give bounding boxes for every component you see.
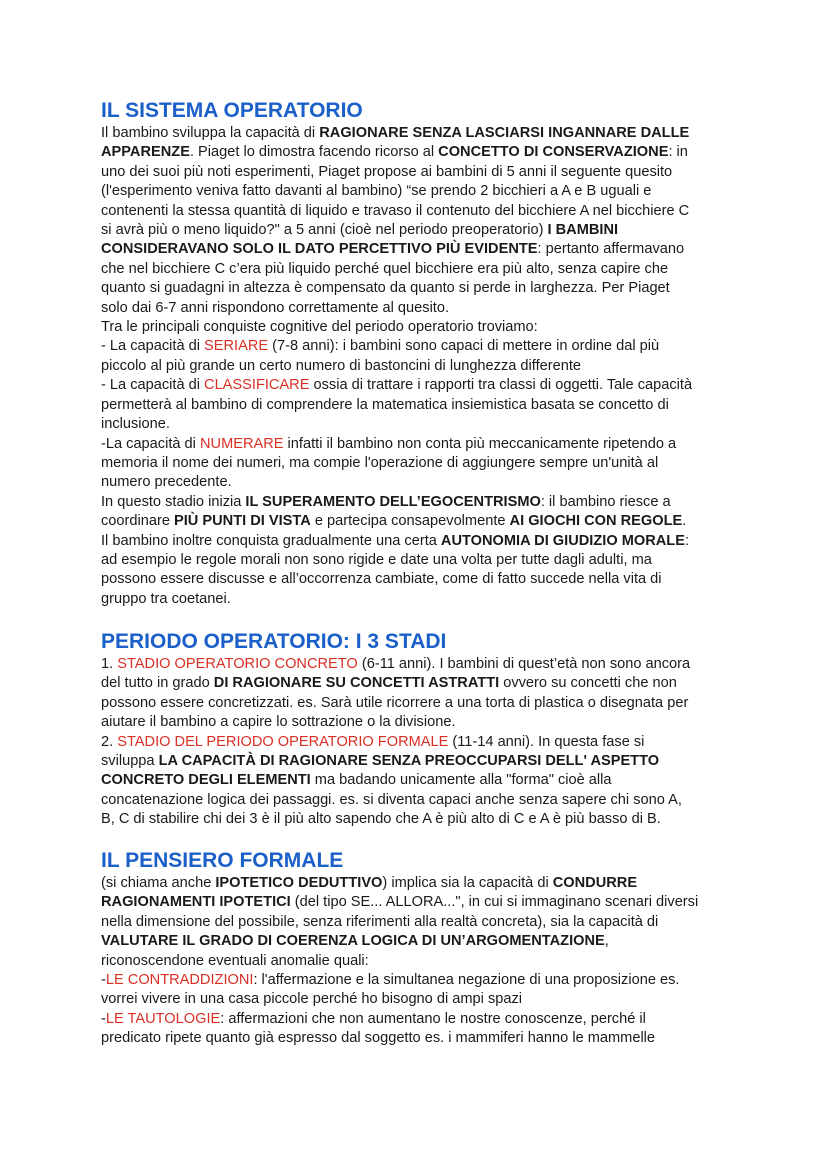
text-run: Il bambino inoltre conquista gradualmente una certa [101,532,441,549]
text-line [101,357,741,376]
text-run: ad esempio le regole morali non sono rigide e date una volta per tutte dagli adulti, ma [101,551,652,568]
section-body [101,124,741,609]
highlight-text: LE TAUTOLOGIE [105,1010,221,1027]
text-line [101,771,741,790]
text-run: quanto si guadagni in altezza è compensato da quanto si perde in larghezza. Per Piaget [101,280,670,297]
highlight-text: STADIO DEL PERIODO OPERATORIO FORMALE [117,733,449,750]
text-run: Tra le principali conquiste cognitive del periodo operatorio troviamo: [101,319,538,336]
bold-text: RAGIONAMENTI IPOTETICI [101,894,291,911]
text-run: (si chiama anche [101,875,216,891]
section-title: PERIODO OPERATORIO: I 3 STADI [101,630,447,653]
text-run: solo dai 6-7 anni rispondono correttamente al quesito. [101,299,450,316]
text-line [101,551,741,570]
highlight-text: STADIO OPERATORIO CONCRETO [117,656,358,672]
text-line [101,454,741,473]
text-run: memoria il nome dei numeri, ma compie l'operazione di aggiungere sempre un'unità al [101,454,659,471]
text-run: ossia di trattare i rapporti tra classi di oggetti. Tale capacità [309,377,693,394]
bold-text: DI RAGIONARE SU CONCETTI ASTRATTI [213,675,500,692]
text-line [101,473,741,492]
text-run: infatti il bambino non conta più meccanicamente ripetendo a [283,435,677,452]
text-run: coordinare [101,513,175,530]
bold-text: CONDURRE [552,875,638,891]
bold-text: CONCRETO DEGLI ELEMENTI [101,772,311,789]
text-run: inclusione. [101,416,170,433]
text-run: - La capacità di [101,338,205,355]
text-run: : in [668,144,688,161]
text-line [101,932,741,951]
text-line [101,163,741,182]
text-run: concatenazione logica dei passaggi. es. si diventa capaci anche senza sapere chi sono A, [101,791,682,808]
text-run: 2. [101,733,118,750]
highlight-text: NUMERARE [199,435,284,452]
text-line [101,318,741,337]
text-run: e partecipa consapevolmente [310,513,510,530]
text-line [101,221,741,240]
text-run: -La capacità di [101,435,200,452]
text-line [101,396,741,415]
text-line [101,1010,741,1029]
bold-text: PIÙ PUNTI DI VISTA [174,513,311,530]
text-run: del tutto in grado [101,675,214,692]
bold-text: CONCETTO DI CONSERVAZIONE [438,144,669,161]
section-title: IL PENSIERO FORMALE [101,849,344,872]
text-line [101,791,741,810]
text-run: gruppo tra coetanei. [101,590,231,607]
text-run: si avrà più o meno liquido?" a 5 anni (cioè nel periodo preoperatorio) [101,222,548,239]
text-run: piccolo al più grande un certo numero di bastoncini di lunghezza differente [101,357,582,374]
text-line [101,532,741,551]
text-run: In questo stadio inizia [101,493,246,510]
text-run: predicato ripete quanto già espresso dal soggetto es. i mammiferi hanno le mammelle [101,1030,656,1047]
text-line [101,240,741,259]
section-body [101,874,741,1049]
text-run: riconoscendone eventuali anomalie quali: [101,952,369,969]
highlight-text: SERIARE [204,338,269,355]
text-run: possono essere concretizzati. es. Sarà utile ricorrere a una torta di plastica o disegnata per [101,694,689,711]
text-run: (6-11 anni). I bambini di quest’età non sono ancora [357,656,691,672]
bold-text: AI GIOCHI CON REGOLE [509,513,683,530]
text-run: : [684,532,690,549]
text-run: - La capacità di [101,377,205,394]
text-run: , [604,933,609,950]
text-line [101,874,741,893]
bold-text: CONSIDERAVANO SOLO IL DATO PERCETTIVO PIÙ EVIDENTE [101,241,538,258]
text-line [101,124,741,143]
text-line [101,570,741,589]
section-body [101,655,741,830]
text-line [101,971,741,990]
bold-text: LA CAPACITÀ DI RAGIONARE SENZA PREOCCUPARSI DELL' ASPETTO [158,753,660,770]
text-run: : affermazioni che non aumentano le nostre conoscenze, perché il [220,1010,646,1027]
text-run: nella dimensione del possibile, senza riferimenti alla realtà concreta), sia la capacità di [101,913,659,930]
text-run: ) implica sia la capacità di [382,875,553,891]
text-line [101,713,741,732]
text-run: B, C di stabilire chi dei 3 è il più alto sapendo che A è più alto di C e A è più basso di B. [101,811,661,828]
text-run: vorrei vivere in una casa piccole perché ho bisogno di ampi spazi [101,991,523,1008]
text-run: che nel bicchiere C c’era più liquido perché quel bicchiere era più alto, senza capire che [101,260,669,277]
text-run: sviluppa [101,753,159,770]
text-line [101,655,741,674]
bold-text: IPOTETICO DEDUTTIVO [215,875,383,891]
text-line [101,1029,741,1048]
text-line [101,674,741,693]
text-run: aiutare il bambino a capire lo sottrazione o la divisione. [101,714,456,731]
text-run: contenenti la stessa quantità di liquido e travaso il contenuto del bicchiere A nel bicchiere C [101,202,690,219]
text-run: (l'esperimento veniva fatto davanti al bambino) “se prendo 2 bicchieri a A e B uguali e [101,183,652,200]
section-title: IL SISTEMA OPERATORIO [101,99,363,122]
text-line [101,143,741,162]
text-run: (del tipo SE... ALLORA...", in cui si immaginano scenari diversi [290,894,699,911]
text-line [101,376,741,395]
text-line [101,952,741,971]
text-run: - [101,1010,106,1027]
text-run: - [101,972,106,989]
text-run: ma badando unicamente alla "forma" cioè alla [310,772,612,789]
text-run: (7-8 anni): i bambini sono capaci di mettere in ordine dal più [268,338,660,355]
bold-text: APPARENZE [101,144,190,161]
section-sistema-operatorio [101,98,741,609]
text-line [101,810,741,829]
text-line [101,893,741,912]
text-run: numero precedente. [101,474,232,491]
text-run: possono essere discusse e all’occorrenza cambiate, come di fatto succede nella vita di [101,571,662,588]
section-pensiero-formale [101,848,741,1049]
text-line [101,279,741,298]
highlight-text: LE CONTRADDIZIONI [105,972,254,989]
text-line [101,202,741,221]
text-run: Il bambino sviluppa la capacità di [101,125,320,141]
text-run: uno dei suoi più noti esperimenti, Piaget propose ai bambini di 5 anni il seguente quesito [101,163,673,180]
bold-text: I BAMBINI [547,222,619,239]
bold-text: AUTONOMIA DI GIUDIZIO MORALE [440,532,685,549]
text-line [101,415,741,434]
text-line [101,913,741,932]
bold-text: IL SUPERAMENTO DELL’EGOCENTRISMO [245,493,541,510]
bold-text: VALUTARE IL GRADO DI COERENZA LOGICA DI UN’ARGOMENTAZIONE [101,933,605,950]
text-line [101,337,741,356]
text-line [101,493,741,512]
text-run: : pertanto affermavano [537,241,685,258]
text-line [101,694,741,713]
text-line [101,990,741,1009]
text-line [101,260,741,279]
bold-text: RAGIONARE SENZA LASCIARSI INGANNARE DALLE [319,125,690,141]
text-run: : l'affermazione e la simultanea negazione di una proposizione es. [253,972,680,989]
text-run: (11-14 anni). In questa fase si [448,733,645,750]
text-run: . [682,513,687,530]
text-run: : il bambino riesce a [540,493,671,510]
text-run: permetterà al bambino di comprendere la matematica insiemistica basata se concetto di [101,396,669,413]
text-line [101,435,741,454]
text-run: 1. [101,656,118,672]
highlight-text: CLASSIFICARE [204,377,310,394]
text-line [101,512,741,531]
text-line [101,752,741,771]
text-run: ovvero su concetti che non [499,675,677,692]
text-line [101,182,741,201]
text-line [101,299,741,318]
section-periodo-operatorio [101,629,741,830]
text-line [101,590,741,609]
text-line [101,733,741,752]
text-run: . Piaget lo dimostra facendo ricorso al [189,144,439,161]
